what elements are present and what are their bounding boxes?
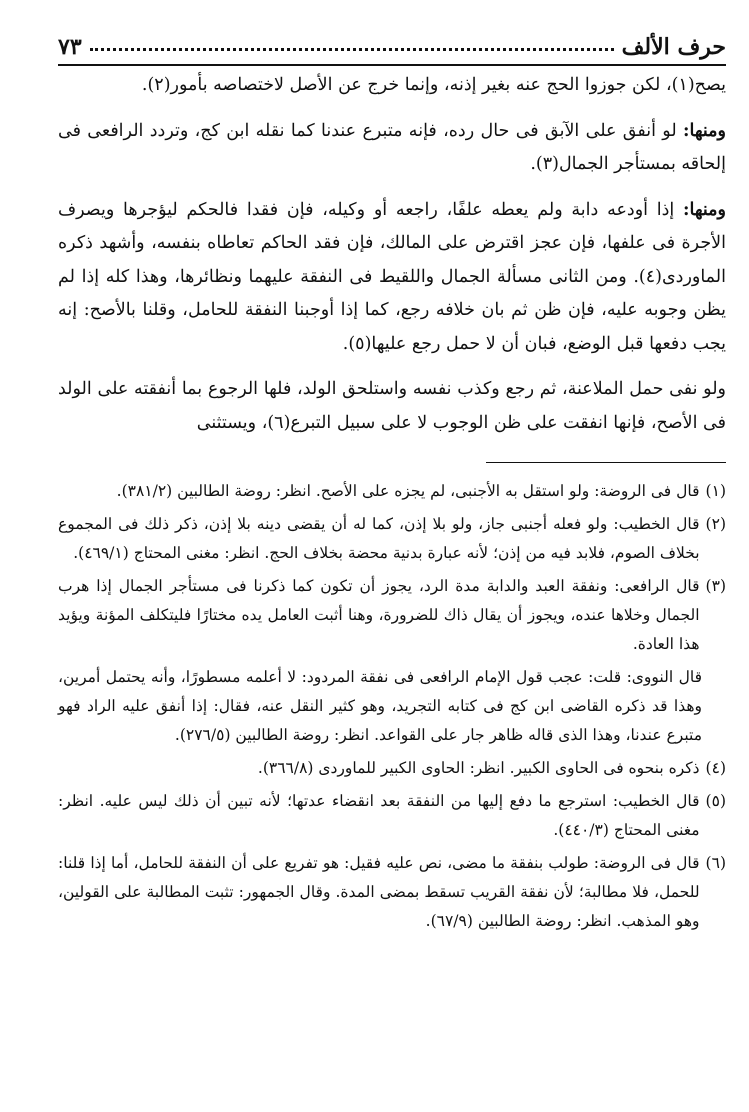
paragraph <box>58 373 726 440</box>
footnote-text: ذكره بنحوه فى الحاوى الكبير. انظر: الحاوى الكبير للماوردى (٣٦٦/٨). <box>257 759 700 777</box>
footnote <box>58 510 726 568</box>
footnote-text: قال فى الروضة: طولب بنفقة ما مضى، نص عليه فقيل: هو تفريع على أن النفقة للحامل، أما إذا قلنا: للحمل، فلا مطالبة؛ لأن نفقة القريب تسقط بمضى المدة. وقال الجمهور: تثبت المطالبة على القولين، وهو المذهب. انظر: روضة الطالبين (٦٧/٩). <box>58 854 700 930</box>
footnote <box>58 754 726 783</box>
footnote-text: قال الخطيب: ولو فعله أجنبى جاز، ولو بلا إذن، كما له أن يقضى دينه بلا إذن، ذكر ذلك فى المجموع بخلاف الصوم، فلابد فيه من إذن؛ لأنه عبارة بدنية محضة بخلاف الحج. انظر: مغنى المحتاج (٤٦٩/١). <box>58 515 700 562</box>
footnote-text: قال فى الروضة: ولو استقل به الأجنبى، لم يجزه على الأصح. انظر: روضة الطالبين (٣٨١/٢). <box>116 482 700 500</box>
footnote-number: (٢) <box>705 515 726 533</box>
footnote-number: (٣) <box>705 577 726 595</box>
page-header <box>58 26 726 66</box>
footnote-number: (٦) <box>705 854 726 872</box>
footnote-number: (٤) <box>705 759 726 777</box>
paragraph-text: ولو نفى حمل الملاعنة، ثم رجع وكذب نفسه واستلحق الولد، فلها الرجوع بما أنفقته على الولد فى الأصح، فإنها انفقت على ظن الوجوب لا على سبيل التبرع(٦)، ويستثنى <box>58 379 726 433</box>
footnote-continuation <box>58 663 726 750</box>
paragraph <box>58 194 726 362</box>
paragraph <box>58 69 726 103</box>
footnotes <box>58 477 726 936</box>
footnote-number: (٥) <box>705 792 726 810</box>
header-dot-leader <box>90 48 614 51</box>
footnote-separator <box>486 462 726 463</box>
paragraph-lead: ومنها: <box>683 199 726 220</box>
footnote <box>58 477 726 506</box>
footnote-text: قال الرافعى: ونفقة العبد والدابة مدة الرد، يجوز أن تكون كما ذكرنا فى مستأجر الجمال إذا هرب الجمال وخلاها عنده، ويجوز أن يقال ذاك للضرورة، وهنا أثبت العامل يده مختارًا فليتكلف المؤنة ويؤيد هذا العادة. <box>58 577 700 653</box>
page-number: ٧٣ <box>58 34 82 60</box>
paragraph-lead: ومنها: <box>683 120 726 141</box>
document-page <box>58 26 726 940</box>
footnote <box>58 849 726 936</box>
main-text <box>58 69 726 440</box>
footnote-text: قال النووى: قلت: عجب قول الإمام الرافعى فى نفقة المردود: لا أعلمه مسطورًا، وأنه يحتمل أمرين، وهذا قد ذكره القاضى ابن كج فى كتابه التجريد، وهو كثير النقل عنه، فقال: إذا أنفق عليه الراد فهو متبرع عندنا، وهذا الذى قاله ظاهر جار على القواعد. انظر: روضة الطالبين (٢٧٦/٥). <box>58 668 702 744</box>
paragraph-text: إذا أودعه دابة ولم يعطه علفًا، راجعه أو وكيله، فإن فقدا فالحكم ليؤجرها ويصرف الأجرة فى علفها، فإن عجز اقترض على المالك، فإن فقد الحاكم تعاطاه بنفسه، وأشهد ذكره الماوردى(٤). ومن الثانى مسألة الجمال واللقيط فى النفقة عليهما ونظائرها، وهذا كله إذا لم يظن وجوبه عليه، فإن ظن ثم بان خلافه رجع، كما إذا أوجبنا النفقة للحامل، وقلنا بالأصح: إنه يجب دفعها قبل الوضع، فبان أن لا حمل رجع عليها(٥). <box>58 199 726 354</box>
paragraph-text: لو أنفق على الآبق فى حال رده، فإنه متبرع عندنا كما نقله ابن كج، وتردد الرافعى فى إلحاقه بمستأجر الجمال(٣). <box>58 120 726 174</box>
footnote <box>58 572 726 659</box>
footnote-text: قال الخطيب: استرجع ما دفع إليها من النفقة بعد انقضاء عدتها؛ لأنه تبين أن ذلك ليس عليه. انظر: مغنى المحتاج (٤٤٠/٣). <box>58 792 700 839</box>
paragraph <box>58 115 726 182</box>
footnote <box>58 787 726 845</box>
paragraph-text: يصح(١)، لكن جوزوا الحج عنه بغير إذنه، وإنما خرج عن الأصل لاختصاصه بأمور(٢). <box>141 75 726 95</box>
chapter-title: حرف الألف <box>621 34 726 60</box>
footnote-number: (١) <box>705 482 726 500</box>
